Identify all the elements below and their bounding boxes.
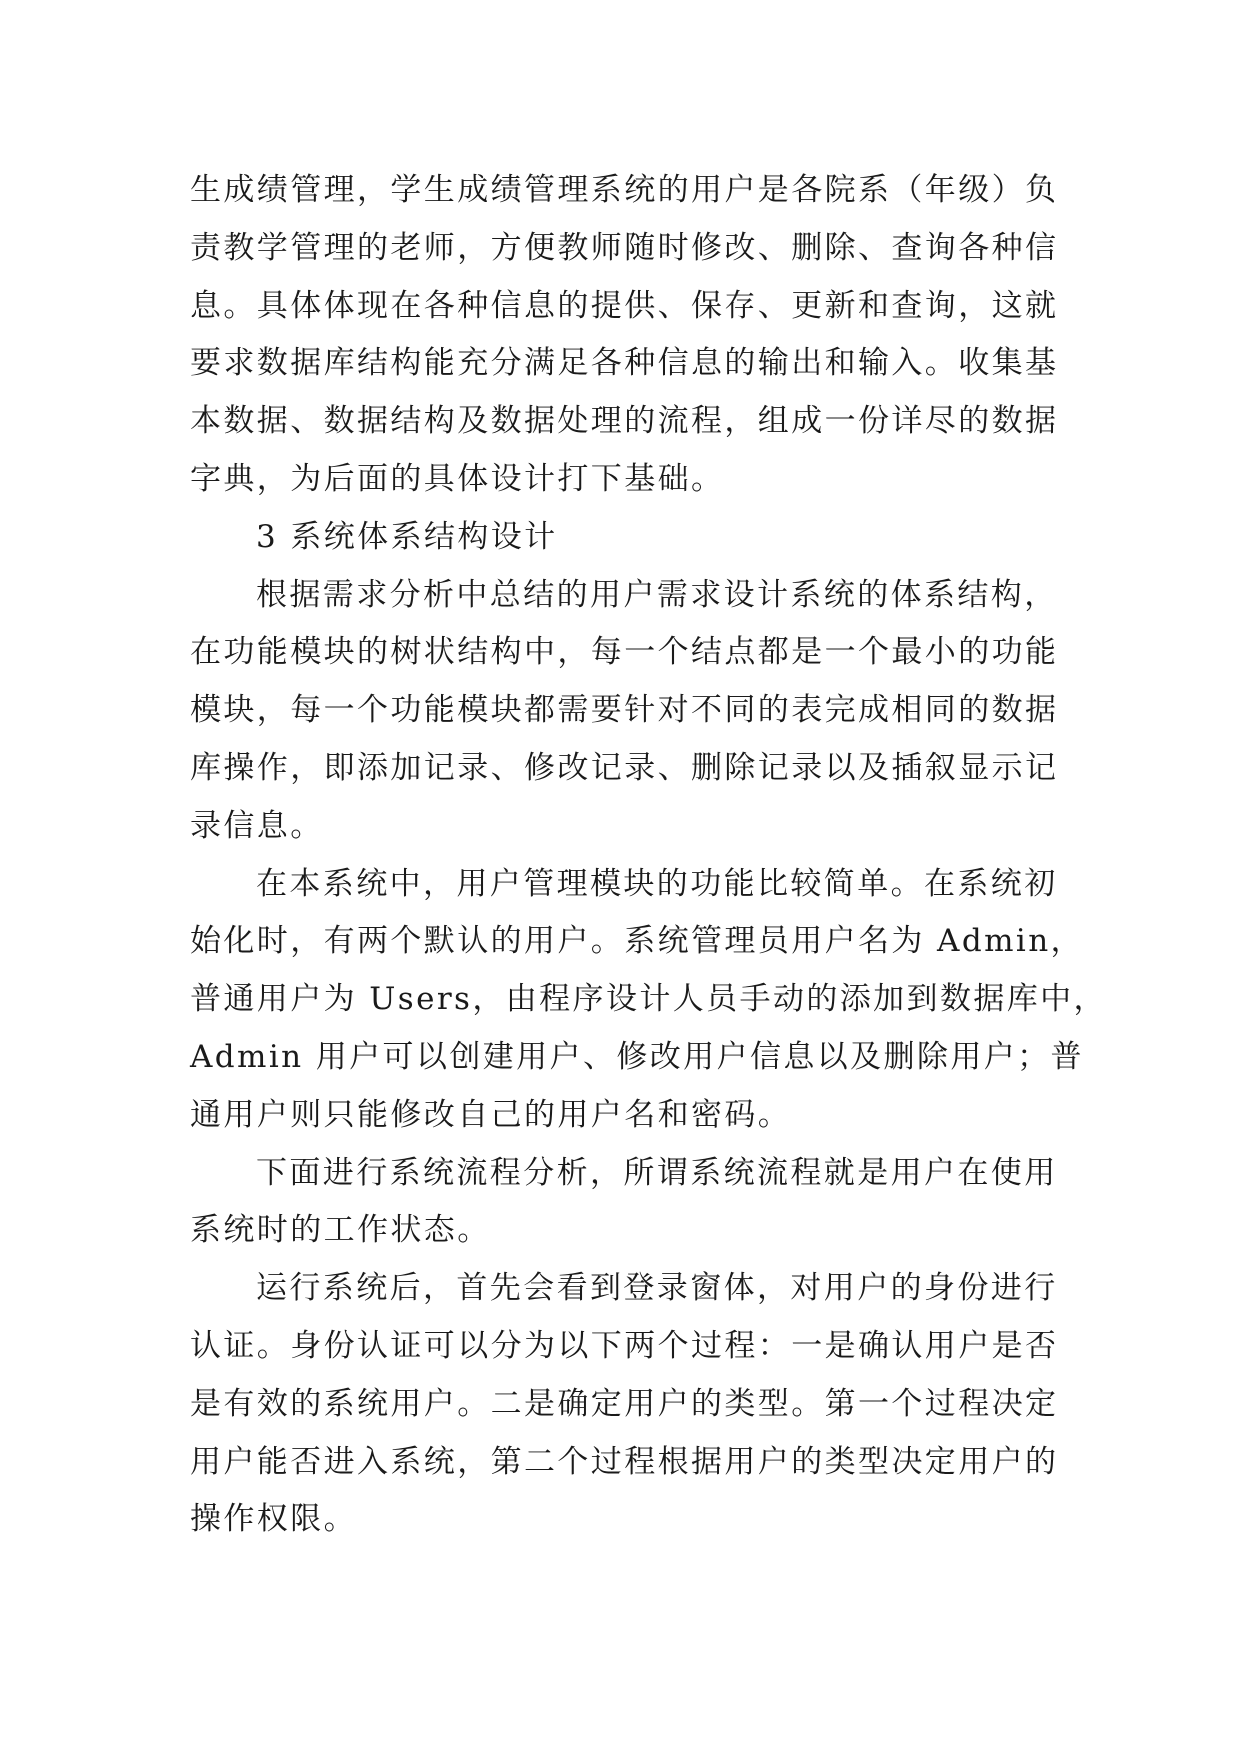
text-line-21: 认证。身份认证可以分为以下两个过程：一是确认用户是否 xyxy=(190,1327,1059,1364)
text-line-1: 生成绩管理，学生成绩管理系统的用户是各院系（年级）负 xyxy=(190,172,1059,208)
text-line-24: 操作权限。 xyxy=(190,1501,357,1538)
text-line-5: 本数据、数据结构及数据处理的流程，组成一份详尽的数据 xyxy=(190,403,1059,440)
text-line-9: 在功能模块的树状结构中，每一个结点都是一个最小的功能 xyxy=(190,634,1059,671)
text-line-8: 根据需求分析中总结的用户需求设计系统的体系结构， xyxy=(256,576,1058,613)
text-line-3: 息。具体体现在各种信息的提供、保存、更新和查询，这就 xyxy=(190,287,1059,324)
text-line-12: 录信息。 xyxy=(190,807,324,844)
text-line-18: 下面进行系统流程分析，所谓系统流程就是用户在使用 xyxy=(256,1154,1058,1191)
text-line-23: 用户能否进入系统，第二个过程根据用户的类型决定用户的 xyxy=(190,1443,1059,1480)
text-line-22: 是有效的系统用户。二是确定用户的类型。第一个过程决定 xyxy=(190,1385,1059,1422)
text-line-15: 普通用户为 Users，由程序设计人员手动的添加到数据库中， xyxy=(190,981,1107,1018)
text-line-6: 字典，为后面的具体设计打下基础。 xyxy=(190,460,725,497)
body-text xyxy=(190,162,1107,1549)
section-heading: 3 系统体系结构设计 xyxy=(256,518,558,555)
text-line-16: Admin 用户可以创建用户、修改用户信息以及删除用户；普 xyxy=(190,1038,1084,1075)
text-line-4: 要求数据库结构能充分满足各种信息的输出和输入。收集基 xyxy=(190,345,1059,382)
text-line-2: 责教学管理的老师，方便教师随时修改、删除、查询各种信 xyxy=(190,229,1059,266)
text-line-20: 运行系统后，首先会看到登录窗体，对用户的身份进行 xyxy=(256,1270,1058,1307)
text-line-14: 始化时，有两个默认的用户。系统管理员用户名为 Admin， xyxy=(190,923,1084,960)
text-line-13: 在本系统中，用户管理模块的功能比较简单。在系统初 xyxy=(256,865,1058,902)
text-line-19: 系统时的工作状态。 xyxy=(190,1212,491,1249)
text-line-17: 通用户则只能修改自己的用户名和密码。 xyxy=(190,1096,792,1133)
text-line-10: 模块，每一个功能模块都需要针对不同的表完成相同的数据 xyxy=(190,692,1059,729)
text-line-11: 库操作，即添加记录、修改记录、删除记录以及插叙显示记 xyxy=(190,749,1059,786)
